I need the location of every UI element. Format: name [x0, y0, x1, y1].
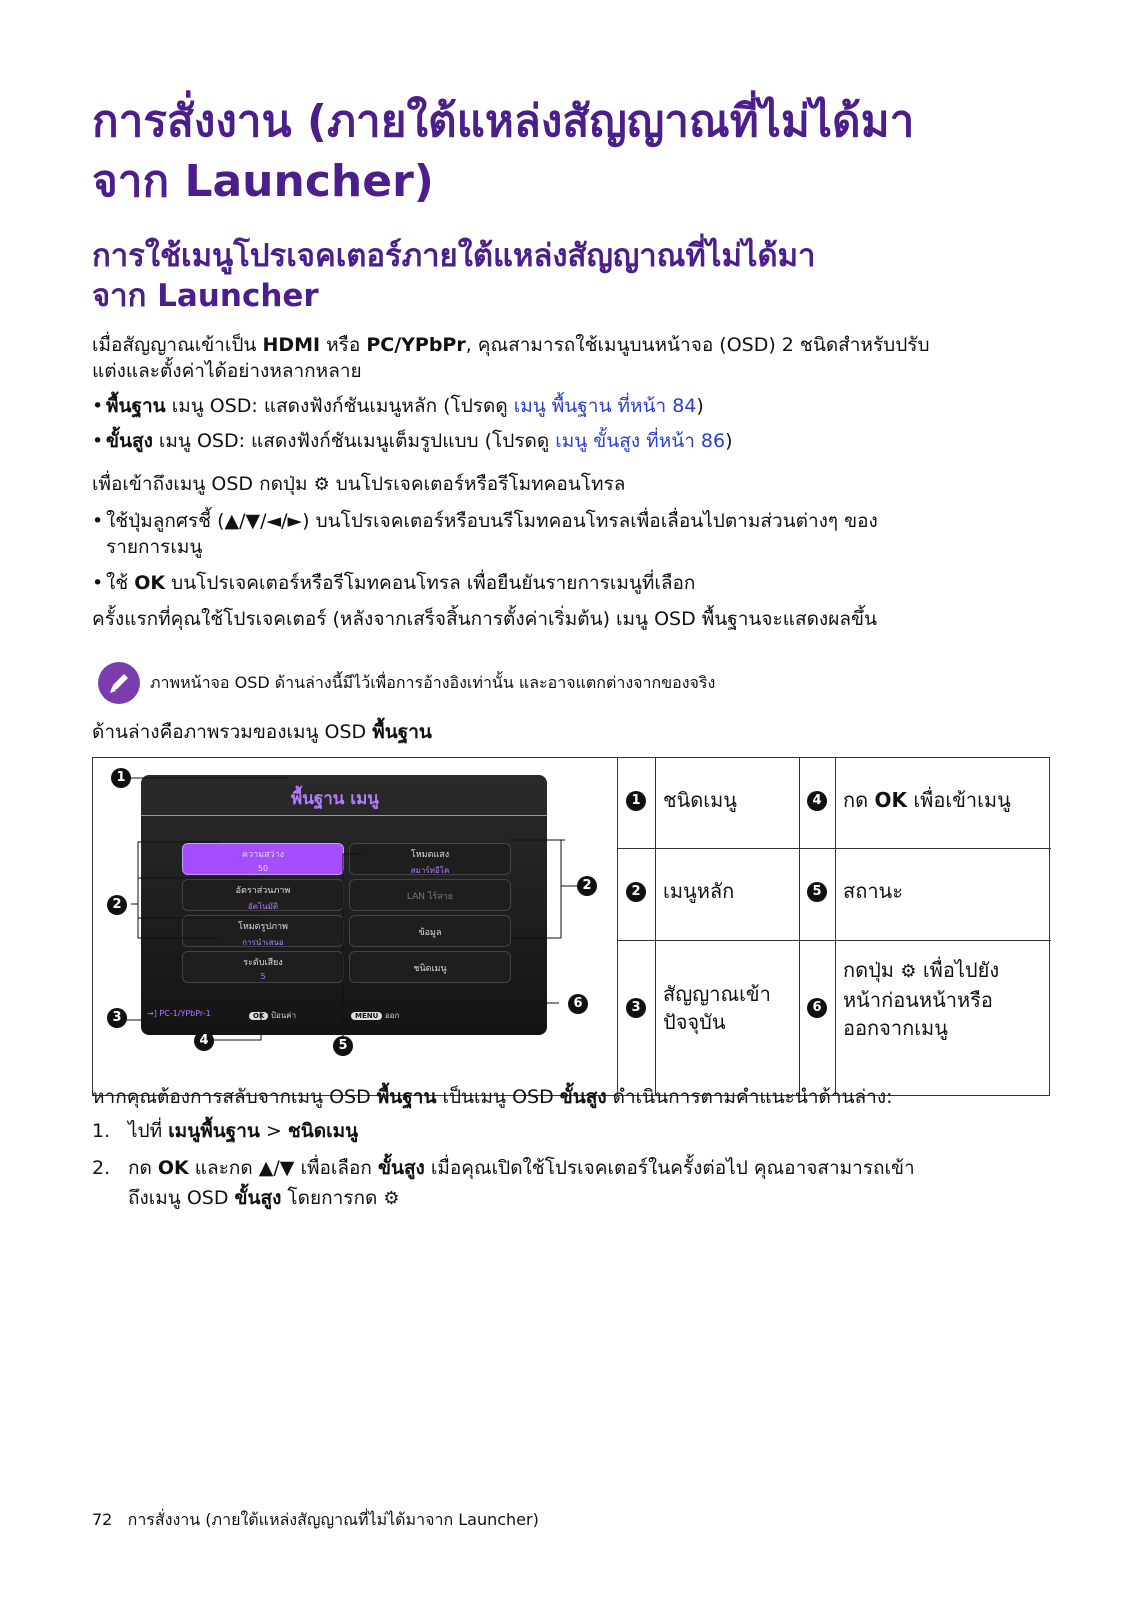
footer-chapter-title: การสั่งงาน (ภายใต้แหล่งสัญญาณที่ไม่ได้มาจาก Launcher) — [127, 1510, 539, 1529]
osd-item-value: 50 — [257, 864, 269, 873]
overview-text: ด้านล่างคือภาพรวมของเมนู OSD — [92, 721, 373, 743]
osd-item-label: โหมดแสง — [410, 850, 450, 860]
ok-bold: OK — [134, 572, 166, 594]
access-text-b: บนโปรเจคเตอร์หรือรีโมทคอนโทรล — [329, 473, 626, 495]
bullet-dot: • — [92, 572, 104, 594]
intro-text-c: , คุณสามารถใช้เมนูบนหน้าจอ (OSD) 2 ชนิดสำหรับปรับ — [465, 334, 930, 356]
legend-back-exit — [843, 956, 999, 1042]
divider — [799, 758, 800, 1095]
legend-main-menu: เมนูหลัก — [663, 879, 735, 903]
legend-menu-type: ชนิดเมนู — [663, 788, 737, 812]
page-footer — [92, 1508, 539, 1533]
access-paragraph — [92, 471, 625, 498]
legend-6-text-a: กดปุ่ม — [843, 958, 901, 982]
step-1 — [92, 1118, 358, 1144]
osd-item-label: อัตราส่วนภาพ — [235, 886, 291, 896]
legend-current-input — [663, 980, 771, 1036]
divider — [655, 758, 656, 1095]
osd-item-value: อัตโนมัติ — [247, 902, 279, 911]
subtitle-line-1: การใช้เมนูโปรเจคเตอร์ภายใต้แหล่งสัญญาณที่ไม่ได้มา — [92, 238, 816, 274]
step-2-advanced: ขั้นสูง — [377, 1157, 425, 1179]
ok-text-b: บนโปรเจคเตอร์หรือรีโมทคอนโทรล เพื่อยืนยันรายการเมนูที่เลือก — [165, 572, 696, 594]
step-2 — [92, 1155, 1052, 1212]
bullet-dot: • — [92, 395, 104, 417]
bullet-dot: • — [92, 430, 104, 452]
osd-item-label: ระดับเสียง — [243, 958, 283, 968]
intro-text-a: เมื่อสัญญาณเข้าเป็น — [92, 334, 263, 356]
osd-current-source: →] PC-1/YPbPr-1 — [147, 1009, 211, 1018]
legend-number-4: 4 — [807, 791, 827, 811]
osd-menu-key: MENU — [351, 1012, 382, 1020]
switch-text-c: เป็นเมนู OSD — [436, 1086, 560, 1108]
step-2-line-2-advanced: ขั้นสูง — [234, 1187, 282, 1209]
arrows-line-1: ใช้ปุ่มลูกศรชี้ (▲/▼/◄/►) บนโปรเจคเตอร์หรือบนรีโมทคอนโทรลเพื่อเลื่อนไปตามส่วนต่างๆ ของ — [106, 510, 878, 532]
note-box — [98, 662, 1058, 708]
bullet-basic — [92, 393, 704, 419]
callout-leader-lines — [93, 758, 617, 1097]
callout-5: 5 — [333, 1036, 353, 1056]
osd-overview-table — [92, 757, 1050, 1096]
basic-menu-link[interactable]: เมนู พื้นฐาน ที่หน้า 84 — [513, 395, 697, 417]
legend-3-line-1: สัญญาณเข้า — [663, 982, 771, 1006]
step-2-line-2-c: โดยการกด — [281, 1187, 384, 1209]
step-2-ok: OK — [157, 1157, 189, 1179]
section-heading — [92, 236, 992, 316]
step-2-line-2 — [128, 1185, 1052, 1212]
advanced-menu-link[interactable]: เมนู ขั้นสูง ที่หน้า 86 — [555, 430, 726, 452]
legend-number-5: 5 — [807, 882, 827, 902]
legend-6-line-3: ออกจากเมนู — [843, 1016, 948, 1040]
first-time-paragraph: ครั้งแรกที่คุณใช้โปรเจคเตอร์ (หลังจากเสร็จสิ้นการตั้งค่าเริ่มต้น) เมนู OSD พื้นฐานจะแสดงผลขึ้น — [92, 608, 877, 630]
divider — [617, 848, 1051, 849]
callout-4: 4 — [194, 1031, 214, 1051]
callout-2-right: 2 — [577, 876, 597, 896]
intro-line-2: แต่งและตั้งค่าได้อย่างหลากหลาย — [92, 360, 362, 382]
divider — [835, 758, 836, 1095]
switch-advanced: ขั้นสูง — [559, 1086, 607, 1108]
step-1-menu-type: ชนิดเมนู — [287, 1120, 359, 1142]
legend-4-text-c: เพื่อเข้าเมนู — [906, 788, 1011, 812]
step-2-text-a: กด — [128, 1157, 158, 1179]
osd-item-value: การนำเสนอ — [242, 938, 284, 947]
arrows-line-2: รายการเมนู — [106, 536, 203, 558]
osd-item-label: ข้อมูล — [418, 928, 442, 938]
intro-line-1 — [92, 332, 1042, 358]
subtitle-line-2: จาก Launcher — [92, 278, 319, 314]
pencil-note-icon — [98, 662, 140, 704]
gear-icon: ⚙ — [313, 474, 330, 495]
ok-text-a: ใช้ — [106, 572, 135, 594]
step-2-text-c: และกด ▲/▼ เพื่อเลือก — [188, 1157, 378, 1179]
intro-paragraph — [92, 332, 1042, 384]
bullet-ok — [92, 570, 695, 596]
osd-ok-key: OK — [249, 1012, 268, 1020]
osd-item-label: ชนิดเมนู — [413, 964, 447, 974]
page-title — [92, 92, 1052, 212]
step-2-text-d: เมื่อคุณเปิดใช้โปรเจคเตอร์ในครั้งต่อไป คุณอาจสามารถเข้า — [424, 1157, 915, 1179]
bullet-dot: • — [92, 510, 104, 532]
osd-source-text: PC-1/YPbPr-1 — [159, 1009, 211, 1018]
page-number: 72 — [92, 1510, 113, 1529]
osd-item-value: สมาร์ทอีโค — [410, 866, 450, 875]
pencil-icon — [98, 662, 140, 704]
legend-number-6: 6 — [807, 998, 827, 1018]
legend-status: สถานะ — [843, 879, 903, 903]
access-text-a: เพื่อเข้าถึงเมนู OSD กดปุ่ม — [92, 473, 314, 495]
bullet-arrows — [92, 508, 1042, 560]
legend-6-line-2: หน้าก่อนหน้าหรือ — [843, 988, 993, 1012]
bullet-basic-text: เมนู OSD: แสดงฟังก์ชันเมนูหลัก (โปรดดู — [165, 395, 514, 417]
step-1-basic-menu: เมนูพื้นฐาน — [168, 1120, 260, 1142]
legend-number-3: 3 — [626, 998, 646, 1018]
gear-icon: ⚙ — [900, 961, 917, 982]
bullet-basic-bold: พื้นฐาน — [106, 395, 166, 417]
legend-press-ok — [843, 786, 1011, 814]
step-1-text-a: ไปที่ — [128, 1120, 169, 1142]
step-number: 2. — [92, 1157, 111, 1179]
osd-item-label: โหมดรูปภาพ — [237, 922, 288, 932]
bullet-advanced-text: เมนู OSD: แสดงฟังก์ชันเมนูเต็มรูปแบบ (โปรดดู — [152, 430, 556, 452]
switch-text-a: หากคุณต้องการสลับจากเมนู OSD — [92, 1086, 377, 1108]
osd-item-label: LAN ไร้สาย — [406, 892, 454, 902]
bullet-advanced — [92, 428, 733, 454]
overview-line — [92, 719, 432, 745]
legend-4-ok: OK — [874, 788, 907, 812]
osd-item-value: 5 — [260, 972, 266, 981]
switch-paragraph — [92, 1084, 893, 1110]
title-line-2: จาก Launcher) — [92, 156, 434, 207]
osd-menu-label: ออก — [384, 1011, 400, 1020]
step-2-line-2-a: ถึงเมนู OSD — [128, 1187, 235, 1209]
callout-6: 6 — [568, 994, 588, 1014]
divider — [617, 940, 1051, 941]
osd-ok-label: ป้อนค่า — [270, 1011, 297, 1020]
title-line-1: การสั่งงาน (ภายใต้แหล่งสัญญาณที่ไม่ได้มา — [92, 96, 915, 147]
switch-basic: พื้นฐาน — [376, 1086, 437, 1108]
pc-ypbpr-label: PC/YPbPr — [366, 334, 466, 356]
gear-icon: ⚙ — [383, 1188, 400, 1209]
legend-number-2: 2 — [626, 882, 646, 902]
switch-text-d: ดำเนินการตามคำแนะนำด้านล่าง: — [606, 1086, 893, 1108]
note-text: ภาพหน้าจอ OSD ด้านล่างนี้มีไว้เพื่อการอ้างอิงเท่านั้น และอาจแตกต่างจากของจริง — [150, 673, 716, 692]
callout-3: 3 — [107, 1008, 127, 1028]
legend-4-text-a: กด — [843, 788, 875, 812]
step-1-separator: > — [259, 1120, 288, 1142]
step-number: 1. — [92, 1120, 111, 1142]
legend-6-text-b: เพื่อไปยัง — [916, 958, 1000, 982]
callout-1: 1 — [111, 768, 131, 788]
legend-3-line-2: ปัจจุบัน — [663, 1010, 726, 1034]
legend-number-1: 1 — [626, 791, 646, 811]
bullet-advanced-bold: ขั้นสูง — [106, 430, 153, 452]
divider — [617, 758, 618, 1095]
hdmi-label: HDMI — [262, 334, 321, 356]
bullet-advanced-end: ) — [725, 430, 733, 452]
intro-text-b: หรือ — [320, 334, 367, 356]
bullet-basic-end: ) — [696, 395, 704, 417]
legend-6-line-1 — [843, 956, 999, 986]
step-2-line-1 — [128, 1155, 1052, 1181]
osd-item-label: ความสว่าง — [241, 850, 285, 860]
overview-bold: พื้นฐาน — [372, 721, 432, 743]
callout-2: 2 — [107, 895, 127, 915]
osd-menu-title: พื้นฐาน เมนู — [291, 789, 379, 809]
